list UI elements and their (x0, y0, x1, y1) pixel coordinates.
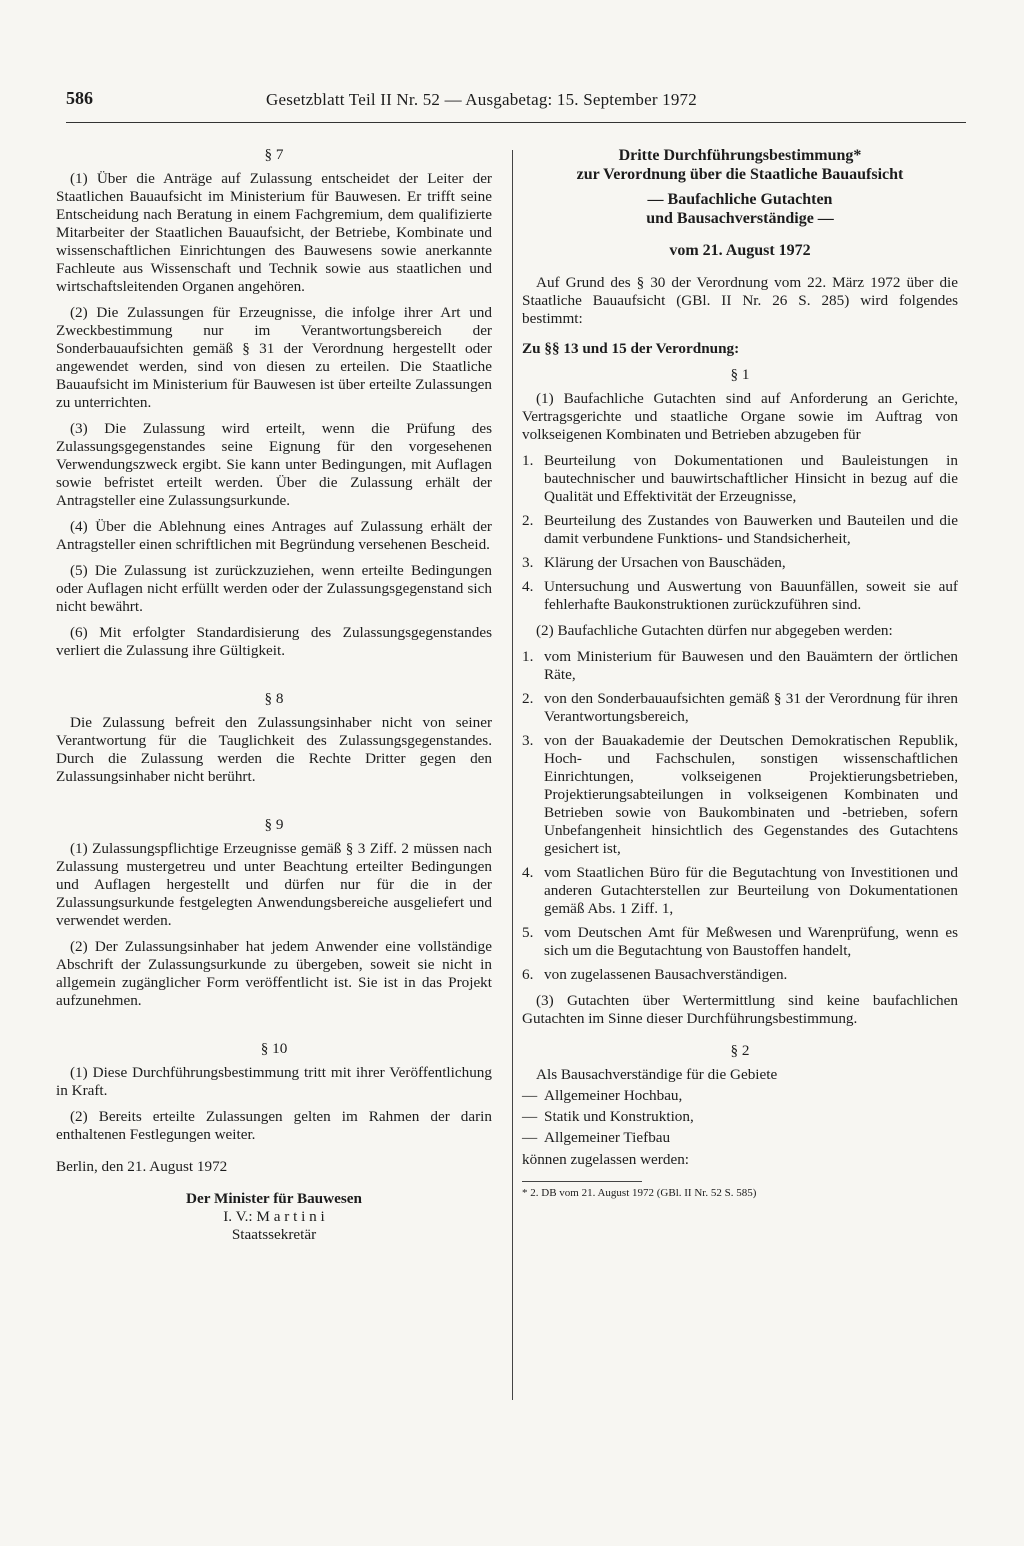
list-item: 2. von den Sonderbauaufsichten gemäß § 31 der Verordnung für ihren Verantwortungsbereich, (522, 690, 958, 725)
place-and-date: Berlin, den 21. August 1972 (56, 1158, 228, 1175)
section-10-heading: § 10 (260, 1040, 288, 1057)
section-7-paragraph-1: (1) Über die Anträge auf Zulassung entscheidet der Leiter der Staatlichen Bauaufsicht im Ministerium für Bauwesen. Er trifft seine Entscheidung nach Beratung in einem Fachgremium, dem qualifizierte Mitarbeiter der Staatlichen Bauaufsicht, der Betriebe, Kombinate und wissenschaftlichen Einrichtungen des Bauwesens sowie anerkannte Fachleute aus Wissenschaft und Technik sowie aus staatlichen und wirtschaftsleitenden Organen angehören. (56, 170, 492, 295)
list-item: — Allgemeiner Hochbau, (522, 1087, 683, 1104)
column-divider (512, 150, 513, 1400)
section-7-paragraph-4: (4) Über die Ablehnung eines Antrages auf Zulassung erhält der Antragsteller einen schriftlichen mit Begründung versehenen Bescheid. (56, 518, 492, 553)
list-item: 1. Beurteilung von Dokumentationen und Bauleistungen in bautechnischer und bauwirtschaftlicher Hinsicht in bezug auf die Qualität und Effektivität der Erzeugnisse, (522, 452, 958, 505)
section-7-paragraph-2: (2) Die Zulassungen für Erzeugnisse, die infolge ihrer Art und Zweckbestimmung nur im Verantwortungsbereich der Sonderbauaufsichten gemäß § 31 der Verordnung hergestellt oder angewendet werden, sind von diesen zu erteilen. Die Staatliche Bauaufsicht im Ministerium für Bauwesen ist über erteilte Zulassungen zu unterrichten. (56, 304, 492, 411)
section-7-paragraph-3: (3) Die Zulassung wird erteilt, wenn die Prüfung des Zulassungsgegenstandes seine Eignung für den vorgesehenen Verwendungszweck ergibt. Sie kann unter Bedingungen, mit Auflagen sowie befristet erteilt werden. Über die Zulassung erhält der Antragsteller eine Zulassungsurkunde. (56, 420, 492, 509)
authorized-issuers-list (522, 648, 958, 984)
list-item: — Statik und Konstruktion, (522, 1108, 694, 1125)
section-2-heading: § 2 (730, 1042, 750, 1059)
section-7-heading: § 7 (264, 146, 284, 163)
list-item: 3. Klärung der Ursachen von Bauschäden, (522, 554, 786, 571)
running-head: Gesetzblatt Teil II Nr. 52 — Ausgabetag: 15. September 1972 (266, 90, 697, 109)
regulation-subtitle-line-1: — Baufachliche Gutachten (647, 191, 833, 208)
regulation-subtitle-line-2: und Bausachverständige — (646, 210, 834, 227)
expert-fields-list (522, 1087, 958, 1147)
section-1-paragraph-2: (2) Baufachliche Gutachten dürfen nur abgegeben werden: (536, 622, 893, 639)
section-7-paragraph-5: (5) Die Zulassung ist zurückzuziehen, wenn erteilte Bedingungen oder Auflagen nicht erfüllt werden oder der Zulassungsgegenstand sich nicht bewährt. (56, 562, 492, 615)
section-10-paragraph-2: (2) Bereits erteilte Zulassungen gelten im Rahmen der darin enthaltenen Festlegungen weiter. (56, 1108, 492, 1143)
section-9-paragraph-2: (2) Der Zulassungsinhaber hat jedem Anwender eine vollständige Abschrift der Zulassungsurkunde zu übergeben, soweit sie nicht in allgemein zugänglicher Form veröffentlicht ist. Sie ist in das Projekt aufzunehmen. (56, 938, 492, 1009)
intro-paragraph: Auf Grund des § 30 der Verordnung vom 22. März 1972 über die Staatliche Bauaufsicht (GBl. II Nr. 26 S. 285) wird folgendes bestimmt: (522, 274, 958, 327)
zu-heading: Zu §§ 13 und 15 der Verordnung: (522, 340, 740, 357)
list-item: 3. von der Bauakademie der Deutschen Demokratischen Republik, Hoch- und Fachschulen, sonstigen wissenschaftlichen Einrichtungen, volkseigenen Projektierungsbetrieben, Projektierungsabteilungen in volkseigenen Kombinaten und Betrieben sowie von Baukombinaten und -betrieben, sofern Unbefangenheit hinsichtlich des Gegenstandes des Gutachtens gesichert ist, (522, 732, 958, 857)
section-8-heading: § 8 (264, 690, 284, 707)
signer-title: Staatssekretär (231, 1226, 317, 1243)
assessment-purpose-list (522, 452, 958, 614)
section-10-paragraph-1: (1) Diese Durchführungsbestimmung tritt mit ihrer Veröffentlichung in Kraft. (56, 1064, 492, 1099)
section-2-paragraph-1: Als Bausachverständige für die Gebiete (536, 1066, 778, 1083)
list-item: 1. vom Ministerium für Bauwesen und den Bauämtern der örtlichen Räte, (522, 648, 958, 683)
list-item: 4. vom Staatlichen Büro für die Begutachtung von Investitionen und anderen Gutachterstellen zur Beurteilung von Dokumentationen gemäß Abs. 1 Ziff. 1, (522, 864, 958, 917)
footnote: * 2. DB vom 21. August 1972 (GBl. II Nr. 52 S. 585) (522, 1187, 757, 1199)
page-number: 586 (66, 88, 93, 108)
page-header (66, 86, 966, 123)
list-item: 2. Beurteilung des Zustandes von Bauwerken und Bauteilen und die damit verbundene Funktions- und Standsicherheit, (522, 512, 958, 547)
section-7-paragraph-6: (6) Mit erfolgter Standardisierung des Zulassungsgegenstandes verliert die Zulassung ihre Gültigkeit. (56, 624, 492, 659)
section-1-paragraph-3: (3) Gutachten über Wertermittlung sind keine baufachlichen Gutachten im Sinne dieser Durchführungsbestimmung. (522, 992, 958, 1027)
section-2-paragraph-2: können zugelassen werden: (522, 1151, 690, 1168)
footnote-rule (522, 1181, 642, 1182)
regulation-title-line-1: Dritte Durchführungsbestimmung* (618, 147, 862, 164)
left-column (56, 146, 492, 1244)
list-item: 6. von zugelassenen Bausachverständigen. (522, 966, 788, 983)
section-9-heading: § 9 (264, 816, 284, 833)
regulation-date: vom 21. August 1972 (669, 242, 811, 259)
right-column (522, 146, 958, 1200)
section-8-paragraph-1: Die Zulassung befreit den Zulassungsinhaber nicht von seiner Verantwortung für die Tauglichkeit des Zulassungsgegenstandes. Durch die Zulassung werden die Rechte Dritter gegen den Zulassungsinhaber nicht berührt. (56, 714, 492, 785)
list-item: — Allgemeiner Tiefbau (522, 1129, 671, 1146)
section-1-heading: § 1 (730, 366, 750, 383)
signer-name: I. V.: M a r t i n i (223, 1208, 325, 1225)
section-9-paragraph-1: (1) Zulassungspflichtige Erzeugnisse gemäß § 3 Ziff. 2 müssen nach Zulassung mustergetreu und unter Beachtung erteilter Bedingungen und Auflagen hergestellt und dürfen nur für die in der Zulassungsurkunde festgelegten Anwendungsbereiche ausgeliefert und verwendet werden. (56, 840, 492, 929)
minister-title: Der Minister für Bauwesen (186, 1190, 362, 1207)
list-item: 4. Untersuchung und Auswertung von Bauunfällen, soweit sie auf fehlerhafte Baukonstruktionen zurückzuführen sind. (522, 578, 958, 613)
section-1-paragraph-1: (1) Baufachliche Gutachten sind auf Anforderung an Gerichte, Vertragsgerichte und staatliche Organe sowie im Auftrag von volkseigenen Kombinaten und Betrieben abzugeben für (522, 390, 958, 443)
regulation-title-line-2: zur Verordnung über die Staatliche Bauaufsicht (576, 166, 904, 183)
list-item: 5. vom Deutschen Amt für Meßwesen und Warenprüfung, wenn es sich um die Begutachtung von Baustoffen handelt, (522, 924, 958, 959)
